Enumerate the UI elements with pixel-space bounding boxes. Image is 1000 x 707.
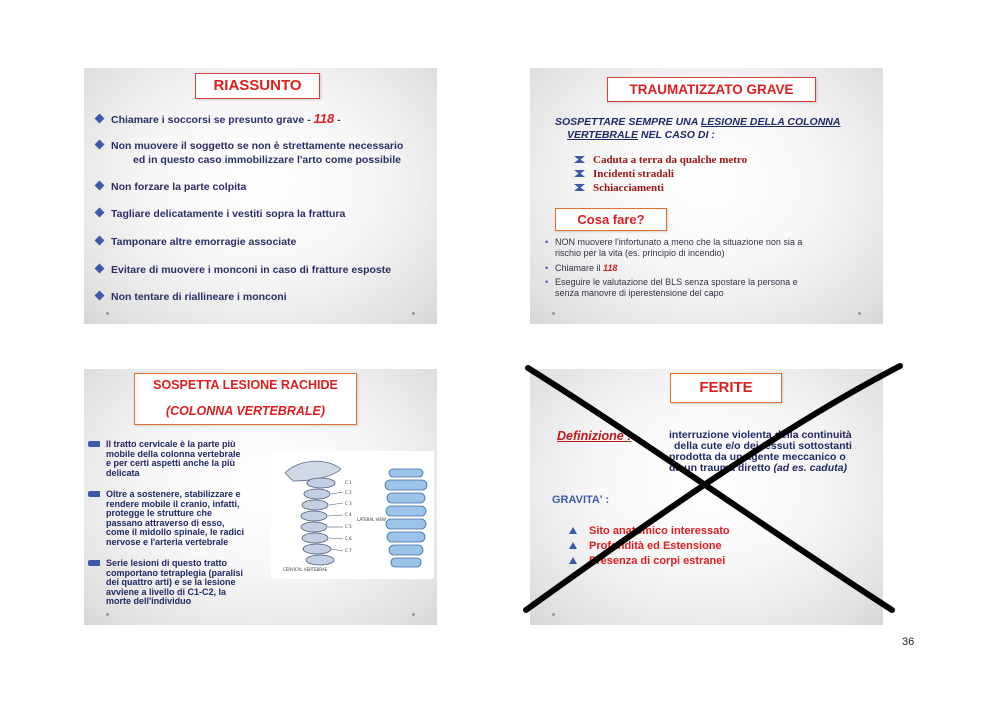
tab-bullet-icon: [88, 441, 100, 447]
view-label: LATERAL VIEW: [357, 517, 386, 522]
diamond-bullet-icon: [95, 181, 105, 191]
diamond-bullet-icon: [95, 291, 105, 301]
slide-title: RIASSUNTO: [195, 73, 320, 99]
dot-bullet-icon: •: [545, 263, 549, 273]
section-title: Cosa fare?: [555, 208, 667, 231]
bullet-item: Evitare di muovere i monconi in caso di fratture esposte: [96, 264, 391, 276]
action-item: • Chiamare il 118: [545, 263, 618, 273]
page-number: 36: [902, 636, 915, 648]
slide-dot: [858, 312, 861, 315]
vertebra-label: C 5: [345, 524, 352, 529]
figure-caption: CERVICAL VERTEBRAE: [283, 567, 328, 572]
bullet-item: Non muovere il soggetto se non è strettamente necessario ed in questo caso immobilizzare l'arto come possibile: [96, 139, 403, 167]
diamond-bullet-icon: [95, 264, 105, 274]
slide-dot: [106, 312, 109, 315]
spine-illustration: [271, 451, 434, 579]
diamond-bullet-icon: [95, 140, 105, 150]
intro-line: SOSPETTARE SEMPRE UNA LESIONE DELLA COLONNA: [555, 116, 841, 128]
bullet-item: Serie lesioni di questo tratto comportano tetraplegia (paralisi dei quattro arti) e se la lesione avviene a livello di C1-C2, la morte dell'individuo: [106, 559, 278, 607]
cause-item: Schiacciamenti: [574, 182, 664, 194]
bowtie-bullet-icon: [574, 156, 585, 163]
bowtie-bullet-icon: [574, 184, 585, 191]
slide-dot: [412, 312, 415, 315]
bullet-item: Non tentare di riallineare i monconi: [96, 291, 287, 303]
slide-riassunto: [84, 68, 437, 324]
tab-bullet-icon: [88, 491, 100, 497]
bullet-item: Non forzare la parte colpita: [96, 181, 246, 193]
definition-text: interruzione violenta della continuità della cute e/o dei tessuti sottostanti prodotta da un agente meccanico o da un trauma diretto (ad es. caduta): [669, 429, 852, 474]
tab-bullet-icon: [88, 560, 100, 566]
action-item: • Eseguire le valutazione del BLS senza spostare la persona e senza manovre di iperestensione del capo: [545, 277, 798, 298]
dot-bullet-icon: •: [545, 277, 549, 287]
slide-title: FERITE: [670, 373, 782, 403]
gravity-item: Profondità ed Estensione: [569, 540, 722, 552]
cause-item: Incidenti stradali: [574, 168, 674, 180]
diamond-bullet-icon: [95, 114, 105, 124]
slide-dot: [106, 613, 109, 616]
vertebra-label: C 7: [345, 548, 352, 553]
diamond-bullet-icon: [95, 236, 105, 246]
gravity-item: Sito anatomico interessato: [569, 525, 730, 537]
bullet-item: Tamponare altre emorragie associate: [96, 236, 296, 248]
action-item: • NON muovere l'infortunato a meno che la situazione non sia a rischio per la vita (es. principio di incendio): [545, 237, 803, 258]
bowtie-bullet-icon: [574, 170, 585, 177]
diamond-bullet-icon: [95, 208, 105, 218]
gravity-label: GRAVITA' :: [552, 494, 610, 506]
dot-bullet-icon: •: [545, 237, 549, 247]
vertebra-label: C 4: [345, 512, 352, 517]
vertebra-label: C 3: [345, 501, 352, 506]
cross-out-mark: [520, 358, 910, 618]
bullet-item: Oltre a sostenere, stabilizzare e rendere mobile il cranio, infatti, protegge le strutture che passano attraverso di esso, come il midollo spinale, le radici nervose e l'arteria vertebrale: [106, 490, 278, 547]
slide-traumatizzato-grave: [530, 68, 883, 324]
bullet-item: Chiamare i soccorsi se presunto grave - 118 -: [96, 111, 341, 126]
vertebra-label: C 6: [345, 536, 352, 541]
definition-label: Definizione :: [557, 429, 632, 443]
slide-title: SOSPETTA LESIONE RACHIDE (COLONNA VERTEBRALE): [134, 373, 357, 425]
bullet-item: Tagliare delicatamente i vestiti sopra la frattura: [96, 208, 345, 220]
slide-lesione-rachide: [84, 369, 437, 625]
cause-item: Caduta a terra da qualche metro: [574, 154, 747, 166]
vertebra-label: C 2: [345, 490, 352, 495]
bullet-item: Il tratto cervicale è la parte più mobile della colonna vertebrale e per certi aspetti anche la più delicata: [106, 440, 278, 478]
slide-dot: [412, 613, 415, 616]
emergency-number: 118: [313, 111, 335, 126]
slide-dot: [552, 312, 555, 315]
slide-title: TRAUMATIZZATO GRAVE: [607, 77, 816, 102]
cervical-vertebrae-figure: [271, 451, 434, 579]
vertebra-label: C 1: [345, 480, 352, 485]
gravity-item: Presenza di corpi estranei: [569, 555, 725, 567]
intro-line: VERTEBRALE NEL CASO DI :: [567, 129, 715, 141]
